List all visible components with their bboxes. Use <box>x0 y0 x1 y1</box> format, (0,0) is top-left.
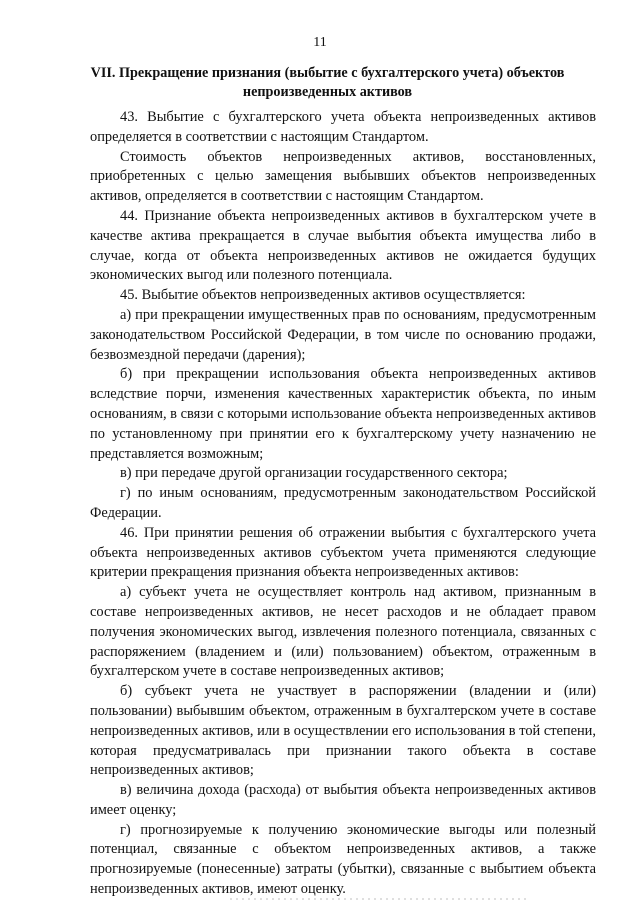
paragraph-45: 45. Выбытие объектов непроизведенных активов осуществляется: <box>120 287 526 304</box>
paragraph-45-g: г) по иным основаниям, предусмотренным законодательством Российской Федерации. <box>90 485 596 521</box>
paragraph-46-g: г) прогнозируемые к получению экономические выгоды или полезный потенциал, связанные с объектом непроизведенных активов, а также прогнозируемые (понесенные) затраты (убытки), связанные с выбытием объекта непроизведенных активов, имеют оценку. <box>90 821 596 898</box>
paragraph-45-a: а) при прекращении имущественных прав по основаниям, предусмотренным законодательством Российской Федерации, в том числе по основанию продажи, безвозмездной передачи (дарения); <box>90 306 596 363</box>
paragraph-46: 46. При принятии решения об отражении выбытия с бухгалтерского учета объекта непроизведенных активов субъектом учета применяются следующие критерии прекращения признания объекта непроизведенных активов: <box>90 524 596 581</box>
page-number: 11 <box>313 35 327 50</box>
paragraph-46-v: в) величина дохода (расхода) от выбытия объекта непроизведенных активов имеет оценку; <box>90 782 596 818</box>
scan-edge-dots <box>228 897 528 901</box>
section-heading: VII. Прекращение признания (выбытие с бухгалтерского учета) объектов непроизведенных активов <box>90 65 565 100</box>
paragraph-44: 44. Признание объекта непроизведенных активов в бухгалтерском учете в качестве актива прекращается в случае выбытия объекта имущества либо в случае, когда от объекта непроизведенных активов не ожидается будущих экономических выгод или полезного потенциала. <box>90 207 596 284</box>
paragraph-43-cost: Стоимость объектов непроизведенных активов, восстановленных, приобретенных с целью замещения выбывших объектов непроизведенных активов, определяется в соответствии с настоящим Стандартом. <box>90 148 596 205</box>
paragraph-46-b: б) субъект учета не участвует в распоряжении (владении и (или) пользовании) выбывшим объектом, отраженным в бухгалтерском учете в составе непроизведенных активов, или в осуществлении его использования в той степени, которая предусматривалась при признании такого объекта в составе непроизведенных активов; <box>90 683 596 779</box>
paragraph-43: 43. Выбытие с бухгалтерского учета объекта непроизведенных активов определяется в соответствии с настоящим Стандартом. <box>90 109 596 145</box>
paragraph-46-a: а) субъект учета не осуществляет контроль над активом, признанным в составе непроизведенных активов, не несет расходов и не обладает правом получения экономических выгод, извлечения полезного потенциала, связанных с распоряжением (владением и (или) пользованием) объектом, отраженным в бухгалтерском учете в составе непроизведенных активов; <box>90 584 596 680</box>
section-body <box>90 108 596 900</box>
paragraph-45-v: в) при передаче другой организации государственного сектора; <box>120 465 508 482</box>
paragraph-45-b: б) при прекращении использования объекта непроизведенных активов вследствие порчи, изменения качественных характеристик объекта, по иным основаниям, в связи с которыми использование объекта непроизведенных активов по установленному при принятии его к бухгалтерскому учету назначению не представляется возможным; <box>90 366 596 462</box>
